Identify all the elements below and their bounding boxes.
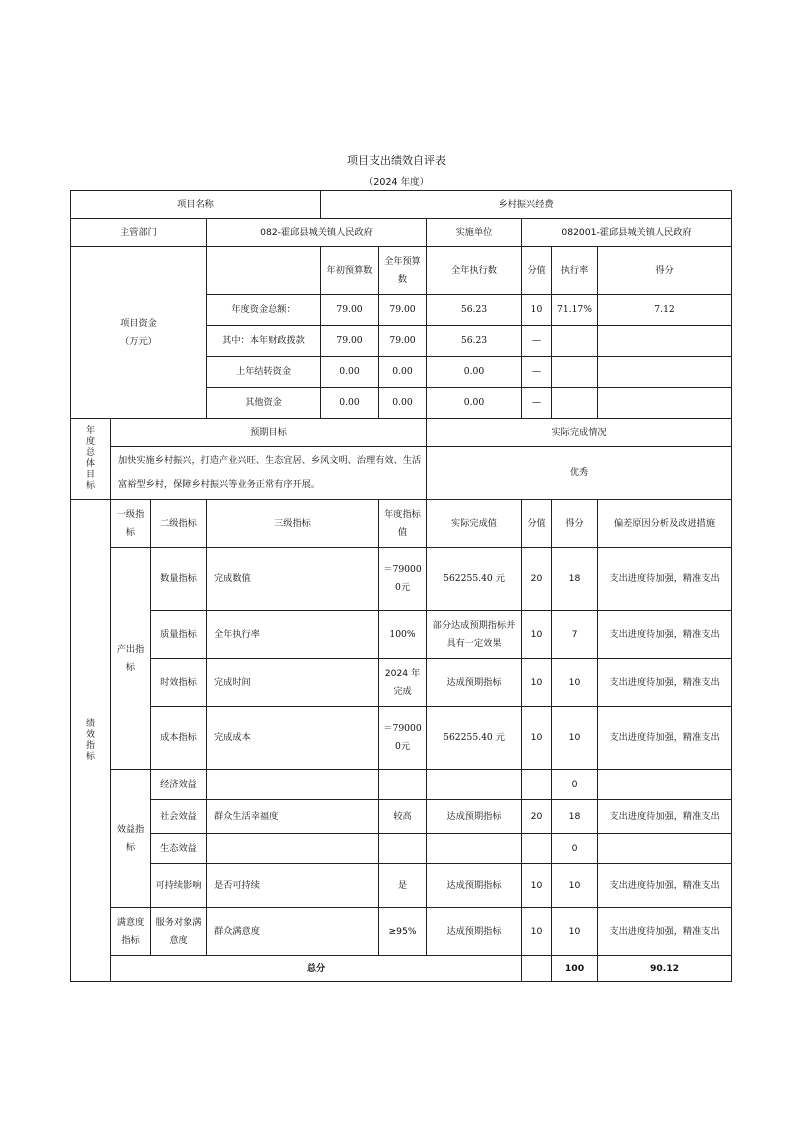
page-subtitle: （2024 年度）	[363, 177, 430, 188]
funds-label	[71, 247, 207, 419]
weight-cell: 10	[522, 864, 552, 908]
goal-label	[71, 419, 111, 500]
total-weight: 100	[552, 956, 598, 982]
actual-cell: 562255.40 元	[427, 707, 522, 770]
actual-cell: 达成预期指标	[427, 800, 522, 834]
level2-cell: 服务对象满意度	[151, 908, 207, 956]
project-name-row	[71, 191, 732, 219]
funds-rate	[552, 388, 598, 419]
header-level3: 三级指标	[207, 500, 379, 548]
level2-cell: 时效指标	[151, 659, 207, 707]
project-name-label: 项目名称	[71, 191, 321, 219]
indicator-row	[71, 548, 732, 611]
level3-cell: 是否可持续	[207, 864, 379, 908]
level3-cell: 完成数值	[207, 548, 379, 611]
funds-score	[598, 357, 732, 388]
funds-rate	[552, 326, 598, 357]
indicator-row	[71, 659, 732, 707]
indicators-label-text: 绩 效 指 标	[85, 718, 95, 762]
weight-cell: 20	[522, 548, 552, 611]
indicator-row	[71, 800, 732, 834]
header-target: 年度指标值	[379, 500, 427, 548]
actual-cell: 达成预期指标	[427, 864, 522, 908]
score-cell: 0	[552, 834, 598, 864]
funds-annual: 79.00	[379, 326, 427, 357]
funds-annual: 0.00	[379, 357, 427, 388]
funds-executed: 56.23	[427, 295, 522, 326]
header-level2: 二级指标	[151, 500, 207, 548]
indicator-row	[71, 834, 732, 864]
goal-header-row	[71, 419, 732, 447]
funds-weight: —	[522, 357, 552, 388]
target-cell: ≥95%	[379, 908, 427, 956]
header-actual: 实际完成值	[427, 500, 522, 548]
note-cell: 支出进度待加强，精准支出	[598, 707, 732, 770]
header-score: 得分	[552, 500, 598, 548]
funds-initial: 0.00	[321, 388, 379, 419]
funds-executed: 0.00	[427, 357, 522, 388]
header-weight: 分值	[522, 500, 552, 548]
indicator-row	[71, 707, 732, 770]
level3-cell: 完成成本	[207, 707, 379, 770]
dept-label: 主管部门	[71, 219, 207, 247]
level1-cell: 效益指标	[111, 770, 151, 908]
level2-cell: 生态效益	[151, 834, 207, 864]
level3-cell: 全年执行率	[207, 611, 379, 659]
target-cell: 100%	[379, 611, 427, 659]
score-cell: 10	[552, 908, 598, 956]
weight-cell: 10	[522, 707, 552, 770]
target-cell: ＝790000元	[379, 548, 427, 611]
score-cell: 18	[552, 800, 598, 834]
total-label: 总分	[111, 956, 522, 982]
note-cell: 支出进度待加强，精准支出	[598, 800, 732, 834]
goal-expected-header: 预期目标	[111, 419, 427, 447]
funds-row-label: 上年结转资金	[207, 357, 321, 388]
page-title: 项目支出绩效自评表	[347, 154, 446, 167]
target-cell: ＝790000元	[379, 707, 427, 770]
level2-cell: 经济效益	[151, 770, 207, 800]
score-cell: 0	[552, 770, 598, 800]
header-level1: 一级指标	[111, 500, 151, 548]
funds-initial: 79.00	[321, 326, 379, 357]
funds-header-executed: 全年执行数	[427, 247, 522, 295]
score-cell: 7	[552, 611, 598, 659]
actual-cell: 部分达成预期指标并具有一定效果	[427, 611, 522, 659]
funds-annual: 79.00	[379, 295, 427, 326]
note-cell: 支出进度待加强，精准支出	[598, 908, 732, 956]
funds-weight: —	[522, 326, 552, 357]
weight-cell	[522, 834, 552, 864]
funds-executed: 56.23	[427, 326, 522, 357]
score-cell: 10	[552, 659, 598, 707]
score-cell: 10	[552, 864, 598, 908]
indicators-label	[71, 500, 111, 982]
note-cell	[598, 834, 732, 864]
actual-cell: 562255.40 元	[427, 548, 522, 611]
funds-label-line2: （万元）	[120, 335, 157, 347]
goal-label-text: 年 度 总 体 目 标	[85, 426, 95, 491]
funds-executed: 0.00	[427, 388, 522, 419]
level3-cell: 群众满意度	[207, 908, 379, 956]
score-cell: 18	[552, 548, 598, 611]
goal-actual-header: 实际完成情况	[427, 419, 732, 447]
level2-cell: 社会效益	[151, 800, 207, 834]
level2-cell: 质量指标	[151, 611, 207, 659]
level3-cell	[207, 834, 379, 864]
funds-label-line1: 项目资金	[120, 317, 157, 329]
performance-table	[70, 190, 732, 982]
total-row	[71, 956, 732, 982]
department-row	[71, 219, 732, 247]
level3-cell: 群众生活幸福度	[207, 800, 379, 834]
funds-weight: —	[522, 388, 552, 419]
target-cell: 较高	[379, 800, 427, 834]
indicator-row	[71, 864, 732, 908]
total-actual-blank	[522, 956, 552, 982]
target-cell	[379, 770, 427, 800]
weight-cell: 10	[522, 659, 552, 707]
funds-initial: 0.00	[321, 357, 379, 388]
funds-row-label: 年度资金总额：	[207, 295, 321, 326]
funds-header-weight: 分值	[522, 247, 552, 295]
indicator-row	[71, 908, 732, 956]
funds-row-label: 其中：本年财政拨款	[207, 326, 321, 357]
goal-expected-text: 加快实施乡村振兴，打造产业兴旺、生态宜居、乡风文明、治理有效、生活富裕型乡村，保障乡村振兴等业务正常有序开展。	[111, 447, 427, 500]
dept-value: 082-霍邱县城关镇人民政府	[207, 219, 427, 247]
level1-cell: 满意度指标	[111, 908, 151, 956]
funds-weight: 10	[522, 295, 552, 326]
level2-cell: 成本指标	[151, 707, 207, 770]
target-cell: 是	[379, 864, 427, 908]
goal-actual-text: 优秀	[427, 447, 732, 500]
indicator-row	[71, 770, 732, 800]
funds-score	[598, 388, 732, 419]
impl-unit-label: 实施单位	[427, 219, 522, 247]
note-cell	[598, 770, 732, 800]
funds-row-label: 其他资金	[207, 388, 321, 419]
funds-header-initial: 年初预算数	[321, 247, 379, 295]
funds-header-score: 得分	[598, 247, 732, 295]
funds-initial: 79.00	[321, 295, 379, 326]
actual-cell: 达成预期指标	[427, 659, 522, 707]
funds-header-rate: 执行率	[552, 247, 598, 295]
level1-cell: 产出指标	[111, 548, 151, 770]
note-cell: 支出进度待加强，精准支出	[598, 548, 732, 611]
funds-header-blank	[207, 247, 321, 295]
note-cell: 支出进度待加强，精准支出	[598, 611, 732, 659]
indicator-header-row	[71, 500, 732, 548]
weight-cell: 10	[522, 611, 552, 659]
funds-rate: 71.17%	[552, 295, 598, 326]
target-cell	[379, 834, 427, 864]
note-cell: 支出进度待加强，精准支出	[598, 864, 732, 908]
actual-cell: 达成预期指标	[427, 908, 522, 956]
goal-content-row	[71, 447, 732, 500]
funds-score: 7.12	[598, 295, 732, 326]
funds-rate	[552, 357, 598, 388]
level2-cell: 数量指标	[151, 548, 207, 611]
indicator-row	[71, 611, 732, 659]
score-cell: 10	[552, 707, 598, 770]
header-note: 偏差原因分析及改进措施	[598, 500, 732, 548]
weight-cell	[522, 770, 552, 800]
target-cell: 2024 年完成	[379, 659, 427, 707]
funds-header-row	[71, 247, 732, 295]
weight-cell: 20	[522, 800, 552, 834]
total-score: 90.12	[598, 956, 732, 982]
funds-score	[598, 326, 732, 357]
actual-cell	[427, 834, 522, 864]
actual-cell	[427, 770, 522, 800]
impl-unit-value: 082001-霍邱县城关镇人民政府	[522, 219, 732, 247]
level3-cell: 完成时间	[207, 659, 379, 707]
funds-header-annual: 全年预算数	[379, 247, 427, 295]
level3-cell	[207, 770, 379, 800]
level2-cell: 可持续影响	[151, 864, 207, 908]
project-name-value: 乡村振兴经费	[321, 191, 732, 219]
funds-annual: 0.00	[379, 388, 427, 419]
note-cell: 支出进度待加强，精准支出	[598, 659, 732, 707]
weight-cell: 10	[522, 908, 552, 956]
